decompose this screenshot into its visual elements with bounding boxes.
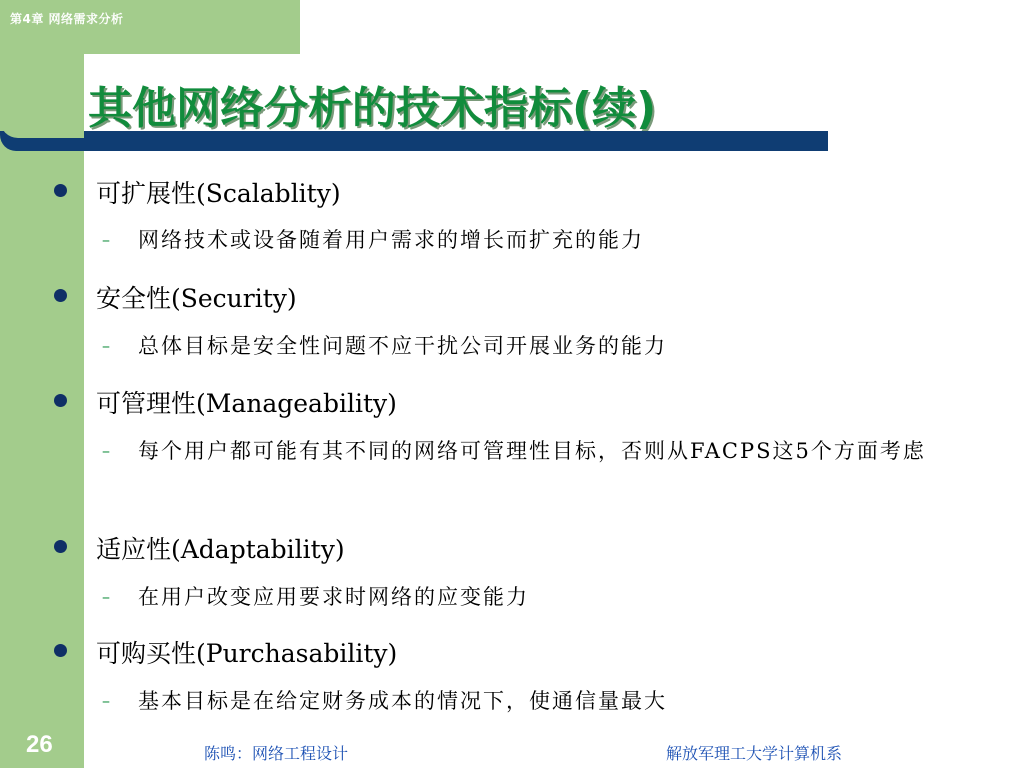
sub-item-text: 基本目标是在给定财务成本的情况下，使通信量最大 <box>138 689 667 713</box>
dash-icon: – <box>102 691 110 710</box>
dash-icon: – <box>102 230 110 249</box>
sub-item-text: 网络技术或设备随着用户需求的增长而扩充的能力 <box>138 228 644 252</box>
bullet-dot-icon <box>54 184 67 197</box>
slide-title: 其他网络分析的技术指标(续) <box>88 83 657 134</box>
page-number: 26 <box>26 731 53 758</box>
item-label: 安全性(Security) <box>96 284 297 313</box>
item-label: 适应性(Adaptability) <box>96 535 345 564</box>
dash-icon: – <box>102 587 110 606</box>
bullet-dot-icon <box>54 394 67 407</box>
bullet-dot-icon <box>54 540 67 553</box>
bullet-dot-icon <box>54 289 67 302</box>
dash-icon: – <box>102 441 110 460</box>
sub-item-text: 每个用户都可能有其不同的网络可管理性目标，否则从FACPS这5个方面考虑 <box>138 439 926 463</box>
bullet-dot-icon <box>54 644 67 657</box>
chapter-label: 第4章 网络需求分析 <box>10 12 124 26</box>
sub-item-text: 总体目标是安全性问题不应干扰公司开展业务的能力 <box>138 334 667 358</box>
footer-institution: 解放军理工大学计算机系 <box>666 744 843 763</box>
footer-author: 陈鸣：网络工程设计 <box>204 744 349 763</box>
dash-icon: – <box>102 336 110 355</box>
item-label: 可购买性(Purchasability) <box>96 639 398 668</box>
sub-item-text: 在用户改变应用要求时网络的应变能力 <box>138 585 529 609</box>
item-label: 可扩展性(Scalablity) <box>96 179 341 208</box>
item-label: 可管理性(Manageability) <box>96 389 397 418</box>
